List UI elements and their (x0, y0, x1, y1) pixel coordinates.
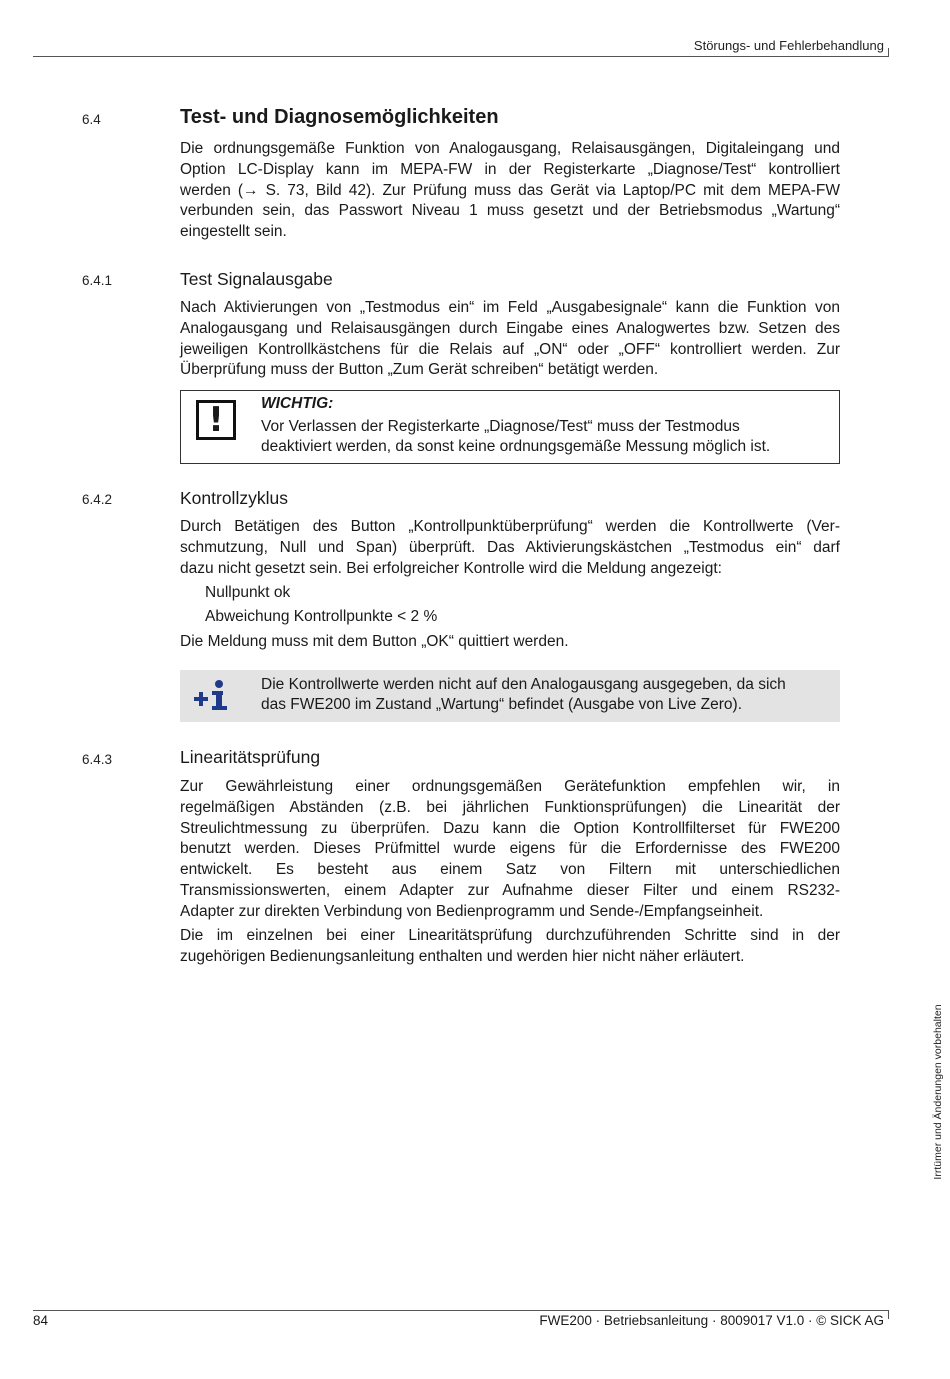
text-line: Überprüfung muss der Button „Zum Gerät schreiben“ betätigt werden. (180, 361, 659, 379)
text-line: dazu nicht gesetzt sein. Bei erfolgreicher Kontrolle wird die Meldung angezeigt: (180, 559, 722, 577)
text-line: verbunden sein, das Passwort Niveau 1 muss gesetzt und der Betriebsmodus „Wartung“ (180, 202, 840, 220)
text-line: Analogausgang und Relaisausgängen durch Eingabe eines Analogwertes bzw. Setzen des (180, 319, 840, 337)
footer-info: FWE200 · Betriebsanleitung · 8009017 V1.0 · © SICK AG (539, 1313, 884, 1328)
text-line: Die Kontrollwerte werden nicht auf den Analogausgang ausgegeben, da sich (261, 676, 786, 693)
section-number: 6.4 (82, 112, 101, 127)
section-paragraph (180, 139, 840, 243)
text-line: Transmissionswerten, einem Adapter zur Aufnahme dieser Filter und einem RS232- (180, 881, 840, 899)
subsection-paragraph (180, 298, 840, 381)
subsection-paragraph (180, 517, 840, 579)
info-plus-icon (194, 679, 230, 713)
section-title: Test- und Diagnosemöglichkeiten (180, 106, 499, 128)
subsection-title: Linearitätsprüfung (180, 747, 321, 767)
text-line: das FWE200 im Zustand „Wartung“ befindet (Ausgabe von Live Zero). (261, 696, 743, 713)
text-line: Die Meldung muss mit dem Button „OK“ quittiert werden. (180, 633, 569, 650)
message-line: Abweichung Kontrollpunkte < 2 % (205, 608, 438, 625)
warning-box (180, 390, 840, 464)
text-line: Streulichtmessung zu überprüfen. Dazu kann die Option Kontrollfilterset für FWE200 (180, 819, 840, 837)
subsection-number: 6.4.3 (82, 752, 113, 767)
message-line: Nullpunkt ok (205, 584, 291, 601)
header-rule-tick (888, 48, 889, 57)
text-line: Vor Verlassen der Registerkarte „Diagnose/Test“ muss der Testmodus (261, 418, 740, 435)
subsection-paragraph (180, 926, 840, 968)
text-line: Die im einzelnen bei einer Linearitätsprüfung durchzuführenden Schritte sind in der (180, 927, 840, 944)
info-text (261, 675, 831, 715)
subsection-paragraph (180, 777, 840, 923)
text-line: Adapter zur direkten Verbindung von Bedienprogramm und Sende-/Empfangseinheit. (180, 902, 764, 920)
text-line: deaktiviert werden, da sonst keine ordnungsgemäße Messung möglich ist. (261, 438, 771, 455)
text-line: entwickelt. Es besteht aus einem Satz von Filtern mit unterschiedlichen (180, 861, 840, 879)
text-line: Durch Betätigen des Button „Kontrollpunktüberprüfung“ werden die Kontrollwerte (Ver- (180, 518, 840, 535)
text-line: benutzt werden. Dieses Prüfmittel wurde eigens für die Erfordernisse des FWE200 (180, 840, 840, 858)
subsection-number: 6.4.1 (82, 273, 113, 288)
text-line: Nach Aktivierungen von „Testmodus ein“ im Feld „Ausgabesignale“ kann die Funktion von (180, 299, 840, 316)
text-line: zugehörigen Bedienungsanleitung enthalten und werden hier nicht näher erläutert. (180, 947, 745, 965)
subsection-title: Kontrollzyklus (180, 488, 288, 508)
page-number: 84 (33, 1313, 49, 1328)
header-rule (33, 56, 889, 57)
subsection-number: 6.4.2 (82, 492, 113, 507)
footer-rule-tick (888, 1310, 889, 1319)
text-line: regelmäßigen Abständen (z.B. bei jährlichen Funktionsprüfungen) die Linearität der (180, 798, 840, 816)
text-line: Die ordnungsgemäße Funktion von Analogausgang, Relaisausgängen, Digitaleingang und (180, 140, 840, 157)
text-line: werden (→ S. 73, Bild 42). Zur Prüfung muss das Gerät via Laptop/PC mit dem MEPA-FW (180, 181, 840, 199)
text-line: Zur Gewährleistung einer ordnungsgemäßen Gerätefunktion empfehlen wir, in (180, 778, 840, 795)
text-line: eingestellt sein. (180, 223, 287, 241)
text-line: jeweiligen Kontrollkästchens für die Relais auf „ON“ oder „OFF“ kontrolliert werden. Zur (180, 340, 840, 358)
warning-text (261, 417, 831, 457)
subsection-title: Test Signalausgabe (180, 269, 333, 289)
text-line: Option LC-Display kann im MEPA-FW in der Registerkarte „Diagnose/Test“ kontrolliert (180, 160, 840, 178)
footer-rule (33, 1310, 889, 1311)
info-box (180, 670, 840, 722)
side-note: Irrtümer und Änderungen vorbehalten (932, 1004, 944, 1180)
running-header: Störungs- und Fehlerbehandlung (693, 38, 884, 53)
warning-title: WICHTIG: (261, 395, 334, 412)
exclamation-icon: ! (196, 400, 236, 440)
text-line: schmutzung, Null und Span) überprüft. Das Aktivierungskästchen „Testmodus ein“ darf (180, 538, 840, 556)
